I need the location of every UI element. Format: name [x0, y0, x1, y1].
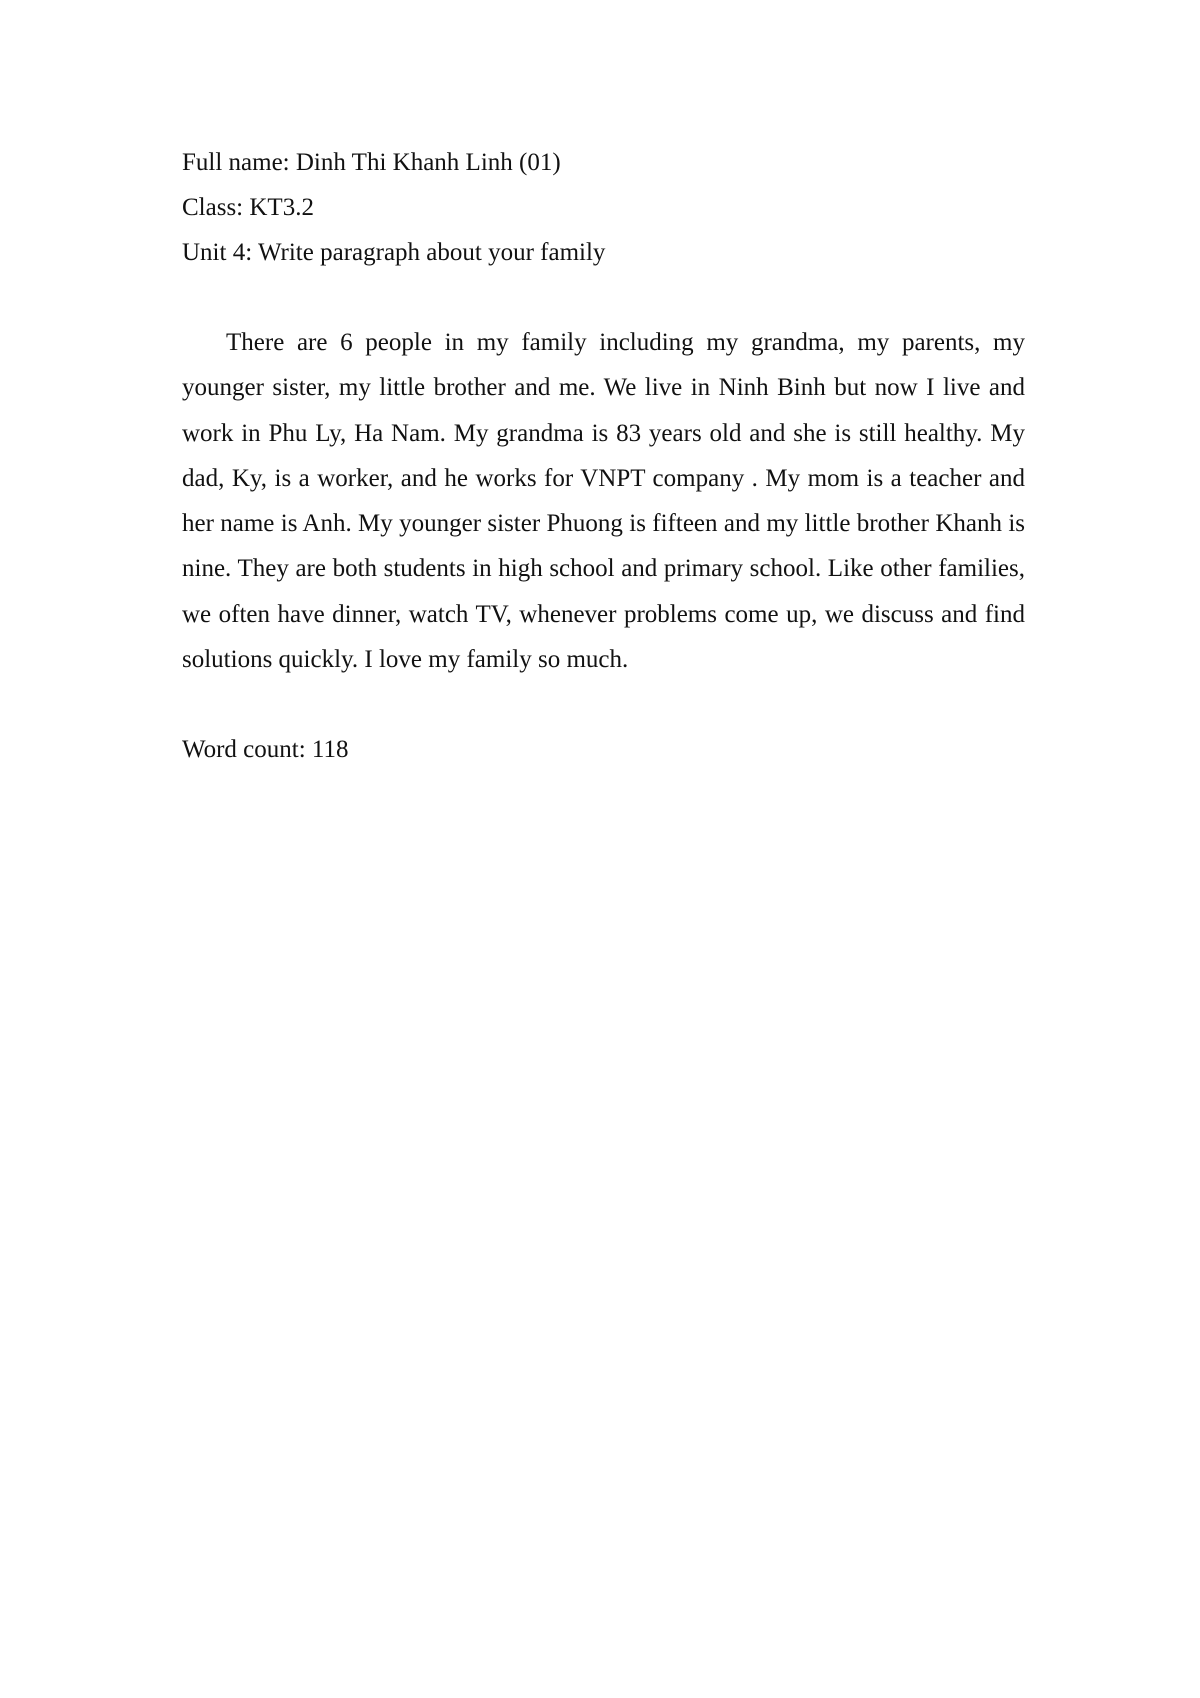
unit-title-line: Unit 4: Write paragraph about your family: [182, 239, 606, 266]
word-count-line: Word count: 118: [182, 736, 349, 764]
blank-line: [182, 682, 1025, 727]
full-name-line: Full name: Dinh Thi Khanh Linh (01): [182, 149, 561, 176]
document-page: [182, 140, 1025, 772]
class-line: Class: KT3.2: [182, 194, 314, 221]
family-paragraph: There are 6 people in my family including my grandma, my parents, my younger sister, my little brother and me. We live in Ninh Binh but now I live and work in Phu Ly, Ha Nam. My grandma is 83 years old and she is still healthy. My dad, Ky, is a worker, and he works for VNPT company . My mom is a teacher and her name is Anh. My younger sister Phuong is fifteen and my little brother Khanh is nine. They are both students in high school and primary school. Like other families, we often have dinner, watch TV, whenever problems come up, we discuss and find solutions quickly. I love my family so much.: [182, 329, 1025, 674]
blank-line: [182, 275, 1025, 320]
